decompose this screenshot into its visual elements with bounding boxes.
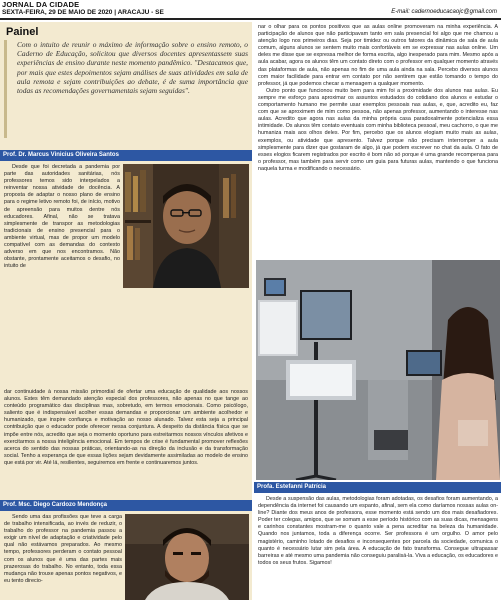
teaching-setup-photo (256, 260, 500, 480)
article-paragraph: nar o olhar para os pontos positivos que as aulas online promoveram na minha experiência. A participação de alunos que não participavam tanto em sala presencial foi algo que me chamou a atenção logo nos primeiros dias. Seja por timidez ou outros fatores da dinâmica de sala de aula comum, alguns alunos se sentem muito mais confortáveis em se expressar nas aulas online. Um deles me disse que se expressa melhor de forma escrita, algo inesperado para mim. Mesmo após a aula acabar, agora os alunos têm um contato direto com o professor em qualquer momento através das plataformas de aula, não apenas no fim de uma aula ainda na sala. Percebo diversos alunos com maior facilidade para entrar em contato por não sentirem que estão tomando o tempo do professor, já que podemos checar a mensagem a qualquer momento. (258, 24, 498, 87)
author-bar-diego (0, 500, 252, 511)
left-column (0, 22, 252, 600)
paper-name: JORNAL DA CIDADE (2, 0, 80, 9)
photo-marcus (123, 164, 249, 288)
article-estefanni (258, 496, 498, 600)
article-marcus-wide (4, 389, 248, 496)
article-paragraph: Desde a suspensão das aulas, metodologias foram adotadas, os desafios foram aumentando, a dependência da internet foi causando um espanto, afinal, sem ela como daríamos nossas aulas on-line? Diante dos meus anos de professora, esse momento está sendo um dos mais desafiadores. Poder ter colegas, amigos, que se somam a esse período histórico com as suas dicas, mensagens e carinhos constantes mostram-me o quanto vale a pena acreditar na beleza da humanidade. Quando nos juntamos, toda a diferença ocorre. Ser professora é um orgulho. O amor pelo magistério, caminho lotado de desafios e inconsequentes por parcela da sociedade, comunica o quanto é necessário lutar sim pela área. A educação de fato transforma. Consegue ultrapassar barreiras e até mesmo uma pandemia não conseguiu paralisá-la. Viva a educação, os educadores e todos os seus frutos. Sigamos! (258, 496, 498, 566)
author-name: Profa. Estefanni Patrícia (257, 484, 327, 490)
portrait-photo (123, 164, 249, 288)
author-bar-estefanni (254, 482, 501, 493)
issue-date: SEXTA-FEIRA, 29 DE MAIO DE 2020 | ARACAJU - SE (2, 9, 164, 16)
section-title: Painel (6, 26, 39, 38)
article-marcus-narrow (4, 164, 120, 391)
article-paragraph: dar continuidade à nossa missão primordial de ofertar uma educação de qualidade aos nossos alunos. Estes têm demandado atenção especial dos professores, não apenas no que tange ao conteúdo programático das disciplinas mas, sobretudo, em termos emocionais. Como psicólogo, saliento que é indispensável acolher essas demandas e proporcionar um ambiente acolhedor e humanizado, que inspire confiança e motivação ao nosso alunado. Talvez esta seja a principal contribuição que o educador pode oferecer nessa conjuntura. A despeito da distância física que se impõe entre nós, acredito que seja o momento oportuno para estreitarmos nossos vínculos afetivos e exercitarmos a nossa inteligência emocional. Em tempos de crise é fundamental promover reflexões acerca do sentido das nossas práticas, orientando-as na direção da inclusão e da transformação social. Tenho a esperança de que essas lições sejam devidamente assimiladas ao modelo de ensino que está por vir. Até lá, resilientes, seguiremos em frente e continuaremos juntos. (4, 389, 248, 466)
article-paragraph: Outro ponto que funcionou muito bem para mim foi a proximidade dos alunos nas aulas. Eu sempre me esforço para aproximar os assuntos estudados do cotidiano dos alunos e estudar o comportamento humano me permite usar exemplos pessoais nas aulas, e, que, acredito eu, faz com que se aproximem de mim como pessoa, não apenas professor, aumentando o interesse nas aulas. Acredito que agora nas aulas da minha própria casa paradoxalmente potencializa essa intimidade. Os alunos têm contato eventuais com minha biblioteca pessoal, meu cachorro, o que me humaniza mais aos olhos deles. Por fim, percebo que os alunos elogiam muito mais as aulas, exemplos, ou atividade que apresento. Talvez porque não precisam interromper a aula simplesmente para dizer que gostaram de algo, já que podem escrever no chat da aula. O fato de esses elogios ficarem registrados por escrito é bom não só porque é uma grande recompensa para o professor, mas também para servir como um guia para futuras aulas, mantendo o que funciona naquela turma e modificando o necessário. (258, 87, 498, 172)
article-paragraph: Desde que foi decretada a pandemia por parte das autoridades sanitárias, nós professores temos sido interpelados a reinventar nossa atividade de docência. A proposta de adaptar o nosso plano de ensino para o regime letivo remoto foi, de início, motivo de apreensão para muitos dentre nós educadores. Afinal, não se tratava simplesmente de transpor as metodologias tradicionais de ensino presencial para o ambiente virtual, mas de propor um modelo compatível com as demandas do contexto adverso em que nos encontramos. Não obstante, prontamente aceitamos o desafio, no intuito de (4, 164, 120, 270)
masthead (0, 0, 501, 20)
author-name: Prof. Dr. Marcus Vinicius Oliveira Santos (3, 152, 119, 158)
article-diego-continued (258, 24, 498, 278)
article-diego (4, 514, 122, 600)
photo-diego (125, 514, 249, 600)
right-column (254, 22, 501, 600)
portrait-photo (125, 514, 249, 600)
photo-estefanni (256, 260, 500, 480)
article-paragraph: Sendo uma das profissões que teve a carga de trabalho intensificada, ao invés de reduzir, o trabalho do professor na pandemia passou a exigir um nível de adaptação e criatividade pelo qual não estávamos preparados. Ao mesmo tempo, professores perderam o contato pessoal com os alunos que é uma das partes mais prazerosas do trabalho. No entanto, toda essa mudança não trouxe apenas pontos negativos, e eu tento direcio- (4, 514, 122, 584)
author-name: Prof. Msc. Diego Cardozo Mendonça (3, 502, 108, 508)
contact-email: E-mail: cadernoeducacaojc@gmail.com (391, 9, 497, 15)
masthead-rule (0, 18, 501, 20)
author-bar-marcus (0, 150, 252, 161)
section-intro: Com o intuito de reunir o máximo de informação sobre o ensino remoto, o Caderno de Educação, solicitou que diversos docentes apresentassem suas experiências de ensino durante neste momento pandêmico. "Destacamos que, por mais que estes depoimentos sejam análises de suas atividades em sala de aula remota e sejam contribuições ao debate, é de suma importância que todas as recomendações governamentais sejam seguidas". (4, 40, 248, 138)
